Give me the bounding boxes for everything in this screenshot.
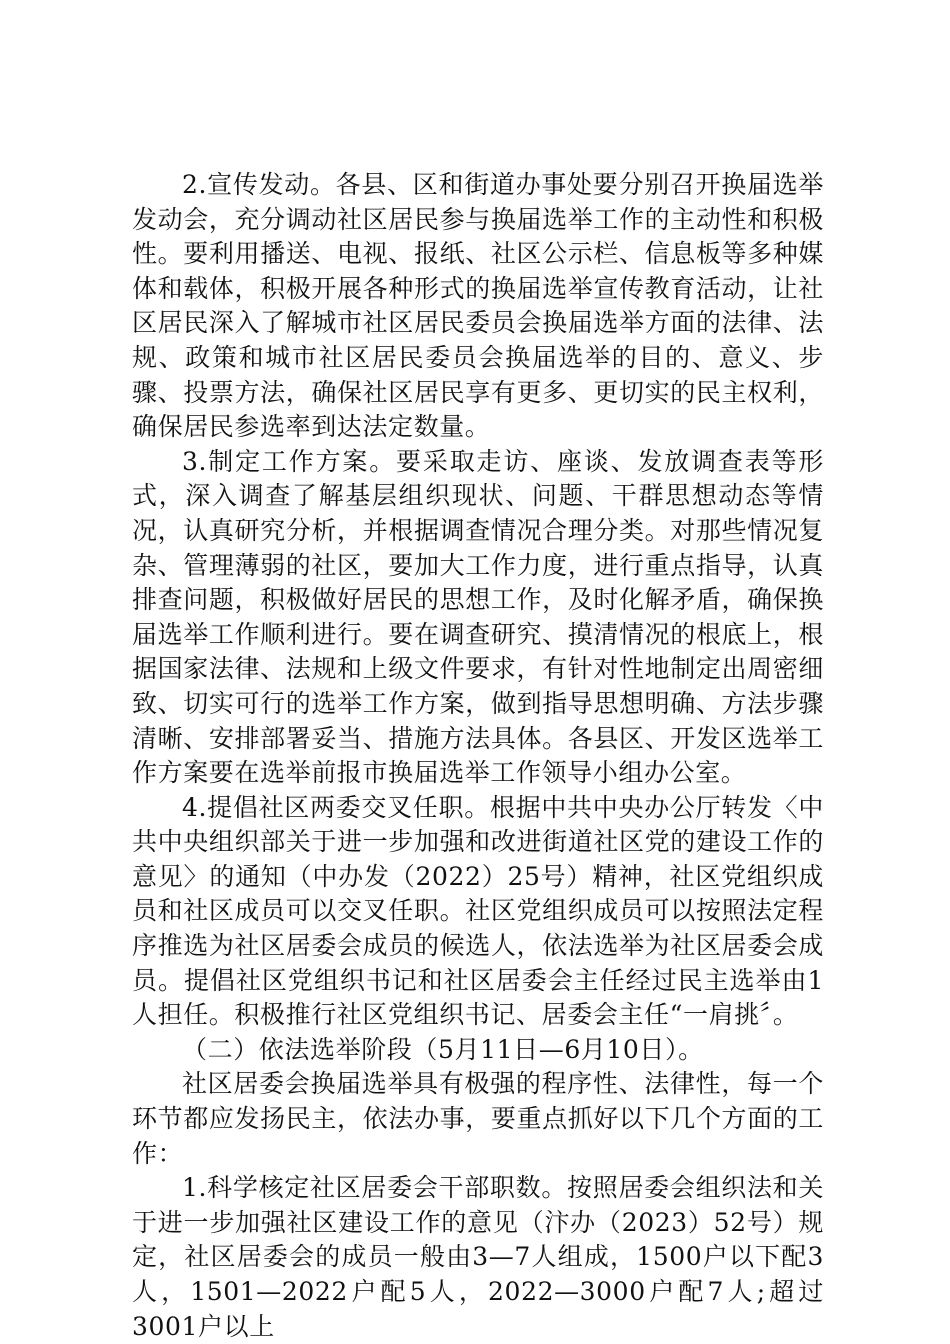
paragraph-election-intro: 社区居委会换届选举具有极强的程序性、法律性，每一个环节都应发扬民主，依法办事，要重点抓好以下几个方面的工作： [132,1069,824,1168]
paragraph-cross-appointment: 4.提倡社区两委交叉任职。根据中共中央办公厅转发〈中共中央组织部关于进一步加强和改进街道社区党的建设工作的意见〉的通知（中办发（2022）25号）精神，社区党组织成员和社区成员可以交叉任职。社区党组织成员可以按照法定程序推选为社区居委会成员的候选人，依法选举为社区居委会成员。提倡社区党组织书记和社区居委会主任经过民主选举由1人担任。积极推行社区党组织书记、居委会主任“一肩挑〞。 [132,792,824,1030]
paragraph-publicity-mobilization: 2.宣传发动。各县、区和街道办事处要分别召开换届选举发动会，充分调动社区居民参与换届选举工作的主动性和积极性。要利用播送、电视、报纸、社区公示栏、信息板等多种媒体和载体，积极开展各种形式的换届选举宣传教育活动，让社区居民深入了解城市社区居民委员会换届选举方面的法律、法规、政策和城市社区居民委员会换届选举的目的、意义、步骤、投票方法，确保社区居民享有更多、更切实的民主权利，确保居民参选率到达法定数量。 [132,170,824,442]
section-heading-election-stage: （二）依法选举阶段（5月11日—6月10日）。 [182,1034,704,1064]
paragraph-staff-quota: 1.科学核定社区居委会干部职数。按照居委会组织法和关于进一步加强社区建设工作的意见（汴办（2023）52号）规定，社区居委会的成员一般由3—7人组成，1500户以下配3人，1501—2022户配5人，2022—3000户配7人;超过3001户以上 [132,1173,824,1341]
document-body [132,168,824,1344]
paragraph-work-plan: 3.制定工作方案。要采取走访、座谈、发放调查表等形式，深入调查了解基层组织现状、问题、干群思想动态等情况，认真研究分析，并根据调查情况合理分类。对那些情况复杂、管理薄弱的社区，要加大工作力度，进行重点指导，认真排查问题，积极做好居民的思想工作，及时化解矛盾，确保换届选举工作顺利进行。要在调查研究、摸清情况的根底上，根据国家法律、法规和上级文件要求，有针对性地制定出周密细致、切实可行的选举工作方案，做到指导思想明确、方法步骤清晰、安排部署妥当、措施方法具体。各县区、开发区选举工作方案要在选举前报市换届选举工作领导小组办公室。 [132,446,824,788]
